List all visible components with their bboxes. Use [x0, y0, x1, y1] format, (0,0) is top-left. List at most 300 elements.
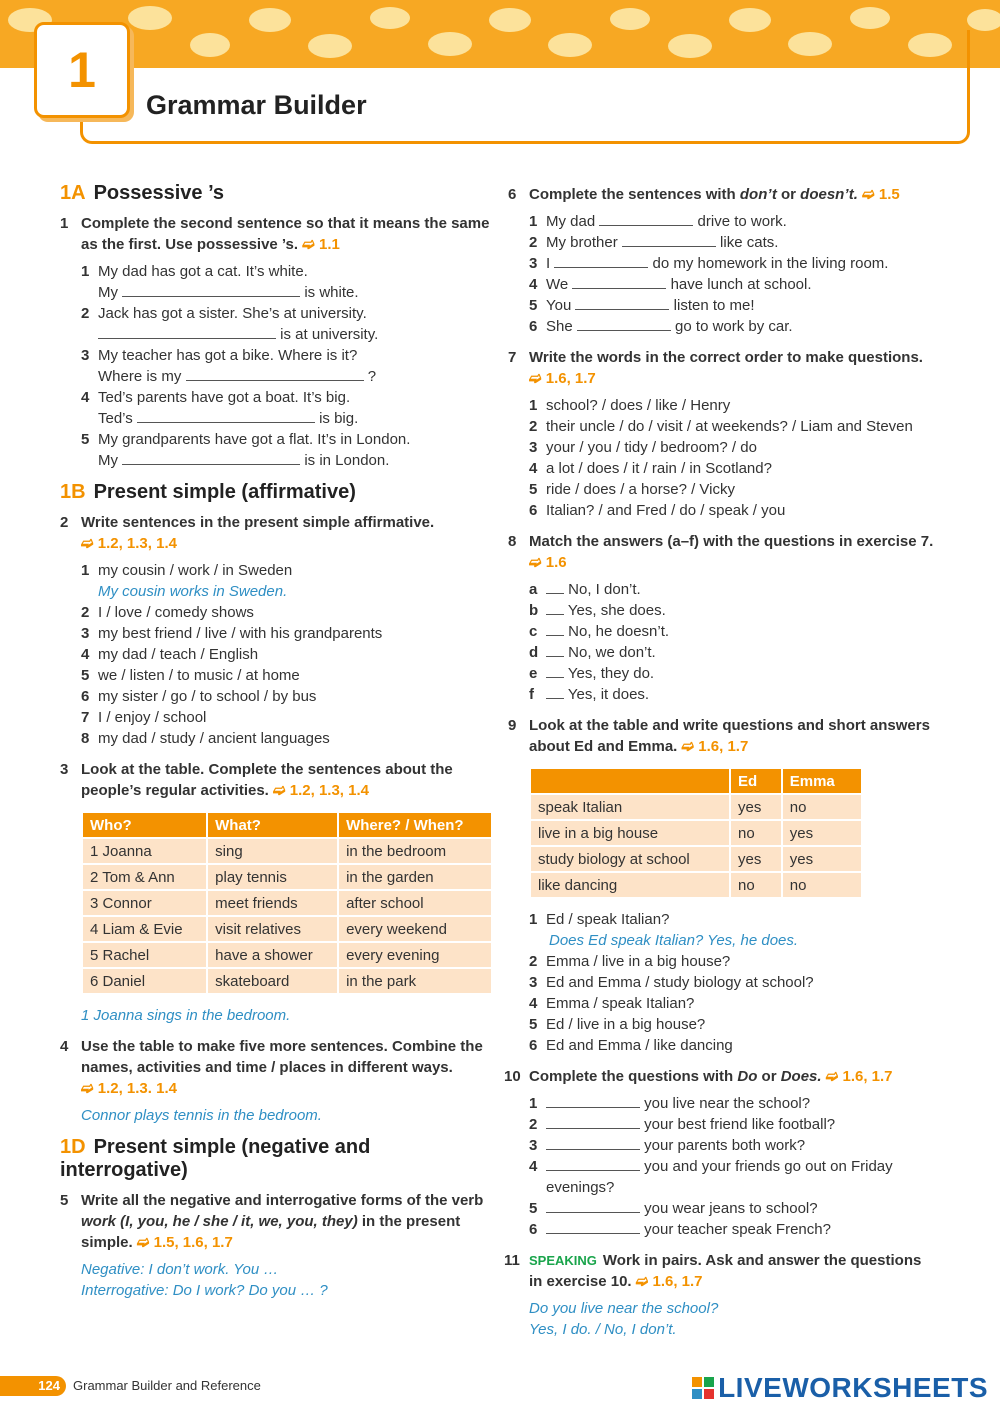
list-item: [81, 387, 492, 429]
item-number: 1: [81, 263, 90, 280]
item-text: a lot / does / it / rain / in Scotland?: [546, 460, 772, 477]
answer-blank[interactable]: [546, 1115, 640, 1129]
exercise-number: 5: [60, 1192, 69, 1209]
activities-table: [81, 811, 493, 995]
section-1D-number: 1D: [60, 1136, 86, 1158]
answer-blank[interactable]: [546, 685, 564, 699]
item-text: No, we don’t.: [568, 644, 656, 661]
column-header: What?: [207, 812, 338, 838]
item-number: 4: [81, 389, 90, 406]
column-header: Where? / When?: [338, 812, 492, 838]
table-cell: 1 Joanna: [82, 838, 207, 864]
item-suffix: like cats.: [720, 234, 779, 251]
reference-link[interactable]: ➫ 1.6, 1.7: [681, 738, 749, 755]
answer-blank[interactable]: [122, 451, 300, 465]
instruction-text: Look at the table. Complete the sentences about the people’s regular activities.: [81, 761, 453, 799]
answer-blank[interactable]: [577, 317, 671, 331]
item-prefix: Where is my: [98, 368, 182, 385]
list-item: [529, 1093, 938, 1114]
item-text: No, I don’t.: [568, 581, 641, 598]
reference-link[interactable]: ➫ 1.6, 1.7: [635, 1273, 703, 1290]
exercise-2-instruction: [60, 512, 492, 554]
list-item: [529, 437, 938, 458]
item-text: Ed and Emma / study biology at school?: [546, 974, 814, 991]
table-cell: study biology at school: [530, 846, 730, 872]
item-number: 3: [529, 255, 538, 272]
list-item: [529, 395, 938, 416]
exercise-11-example: [508, 1298, 938, 1340]
list-item: [529, 1035, 938, 1056]
item-prefix: We: [546, 276, 569, 293]
reference-link[interactable]: ➫ 1.6, 1.7: [825, 1068, 893, 1085]
item-text: school? / does / like / Henry: [546, 397, 731, 414]
reference-link[interactable]: ➫ 1.6, 1.7: [529, 370, 596, 387]
item-number: 6: [529, 318, 538, 335]
item-prefix: I: [546, 255, 551, 272]
item-suffix: is in London.: [304, 452, 390, 469]
list-item: [81, 686, 492, 707]
liveworksheets-logo[interactable]: [692, 1374, 988, 1402]
answer-blank[interactable]: [546, 1094, 640, 1108]
item-number: 4: [529, 460, 538, 477]
exercise-10-instruction: [504, 1066, 938, 1087]
column-header: Ed: [730, 768, 782, 794]
item-text: my dad / study / ancient languages: [98, 730, 330, 747]
item-letter: c: [529, 623, 538, 640]
list-item: [529, 1198, 938, 1219]
item-text: Emma / live in a big house?: [546, 953, 731, 970]
reference-link[interactable]: ➫ 1.2, 1.3, 1.4: [81, 535, 177, 552]
item-text: Yes, she does.: [567, 602, 666, 619]
list-item: [81, 560, 492, 581]
item-text: My dad has got a cat. It’s white.: [98, 263, 308, 280]
answer-blank[interactable]: [546, 664, 564, 678]
answer-blank[interactable]: [546, 1157, 640, 1171]
exercise-3-instruction: [60, 759, 492, 801]
option-word: Does.: [780, 1068, 822, 1085]
exercise-number: 2: [60, 514, 69, 531]
item-number: 3: [529, 1137, 538, 1154]
table-cell: after school: [338, 890, 492, 916]
item-number: 6: [529, 1221, 538, 1238]
unit-number: 1: [34, 22, 130, 118]
answer-blank[interactable]: [599, 212, 693, 226]
table-row: [82, 864, 492, 890]
table-cell: yes: [730, 794, 782, 820]
exercise-1-instruction: [60, 213, 492, 255]
table-cell: speak Italian: [530, 794, 730, 820]
item-suffix: your teacher speak French?: [644, 1221, 831, 1238]
list-item: [529, 579, 938, 600]
item-number: 4: [529, 1158, 538, 1175]
answer-blank[interactable]: [546, 1199, 640, 1213]
table-cell: live in a big house: [530, 820, 730, 846]
exercise-7-instruction: [508, 347, 938, 389]
item-suffix: your best friend like football?: [644, 1116, 836, 1133]
list-item: [529, 972, 938, 993]
list-item: [529, 295, 938, 316]
option-word: don’t: [739, 186, 777, 203]
exercise-number: 10: [504, 1068, 521, 1085]
table-cell: in the garden: [338, 864, 492, 890]
example-answer: Yes, I do. / No, I don’t.: [529, 1321, 677, 1338]
item-number: 2: [81, 305, 90, 322]
column-header: Emma: [782, 768, 862, 794]
item-suffix: you and your friends go out on Friday evenings?: [546, 1158, 893, 1196]
list-item: [529, 211, 938, 232]
exercise-4-example: [60, 1105, 492, 1126]
item-text: My teacher has got a bike. Where is it?: [98, 347, 358, 364]
table-row: [82, 968, 492, 994]
answer-blank[interactable]: [546, 580, 564, 594]
table-cell: meet friends: [207, 890, 338, 916]
list-item: [529, 1135, 938, 1156]
table-row: [82, 942, 492, 968]
list-item: [529, 1014, 938, 1035]
section-1A-title: Possessive ’s: [93, 182, 225, 204]
list-item: [529, 458, 938, 479]
instruction-verb: work (I, you, he / she / it, we, you, they): [81, 1213, 358, 1230]
item-number: 3: [529, 439, 538, 456]
list-item: [529, 274, 938, 295]
item-suffix: you wear jeans to school?: [644, 1200, 818, 1217]
instruction-text: Use the table to make five more sentences. Combine the names, activities and time / places in different ways.: [81, 1038, 483, 1076]
table-row: [530, 820, 862, 846]
item-text: Yes, it does.: [567, 686, 650, 703]
section-1B-number: 1B: [60, 481, 86, 503]
item-number: 3: [529, 974, 538, 991]
item-text: Yes, they do.: [567, 665, 655, 682]
list-item: [529, 642, 938, 663]
item-number: 4: [81, 646, 90, 663]
table-cell: no: [730, 872, 782, 898]
list-item: [529, 621, 938, 642]
list-item: [529, 232, 938, 253]
item-suffix: listen to me!: [673, 297, 755, 314]
list-item: [529, 1156, 938, 1198]
list-item: [81, 303, 492, 345]
item-number: 1: [529, 397, 538, 414]
table-cell: visit relatives: [207, 916, 338, 942]
item-suffix: do my homework in the living room.: [652, 255, 889, 272]
answer-blank[interactable]: [546, 643, 564, 657]
exercise-9-items: [508, 909, 938, 1056]
answer-blank[interactable]: [622, 233, 716, 247]
liveworksheets-icon: [692, 1377, 714, 1399]
item-number: 2: [529, 1116, 538, 1133]
item-text: I / enjoy / school: [98, 709, 207, 726]
ed-emma-table: [529, 767, 863, 899]
table-cell: every evening: [338, 942, 492, 968]
section-1B-heading: [60, 481, 492, 504]
table-cell: play tennis: [207, 864, 338, 890]
option-word: doesn’t.: [800, 186, 858, 203]
item-number: 5: [529, 1200, 538, 1217]
table-cell: 3 Connor: [82, 890, 207, 916]
item-text: my cousin / work / in Sweden: [98, 562, 293, 579]
item-letter: a: [529, 581, 538, 598]
item-number: 4: [529, 995, 538, 1012]
table-header-row: [82, 812, 492, 838]
item-prefix: Ted’s: [98, 410, 133, 427]
item-number: 2: [81, 604, 90, 621]
item-text: my sister / go / to school / by bus: [98, 688, 317, 705]
option-word: Do: [737, 1068, 758, 1085]
instruction-text: Match the answers (a–f) with the questions in exercise 7.: [529, 533, 934, 550]
answer-blank[interactable]: [122, 283, 300, 297]
exercise-7-items: [508, 395, 938, 521]
exercise-9-instruction: [508, 715, 938, 757]
item-text: their uncle / do / visit / at weekends? / Liam and Steven: [546, 418, 913, 435]
item-suffix: is at university.: [280, 326, 379, 343]
item-letter: d: [529, 644, 539, 661]
exercise-number: 3: [60, 761, 69, 778]
answer-blank[interactable]: [546, 1136, 640, 1150]
item-text: Emma / speak Italian?: [546, 995, 695, 1012]
item-text: Ed and Emma / like dancing: [546, 1037, 733, 1054]
answer-blank[interactable]: [575, 296, 669, 310]
list-item: [81, 707, 492, 728]
item-suffix: your parents both work?: [644, 1137, 806, 1154]
table-cell: have a shower: [207, 942, 338, 968]
list-item: [529, 600, 938, 621]
table-row: [530, 846, 862, 872]
exercise-11-instruction: [504, 1250, 938, 1292]
example-answer: Negative: I don’t work. You …: [81, 1261, 279, 1278]
item-number: 2: [529, 418, 538, 435]
exercise-8-items: [508, 579, 938, 705]
exercise-number: 7: [508, 349, 517, 366]
list-item: [81, 623, 492, 644]
item-text: Ed / speak Italian?: [546, 911, 670, 928]
item-number: 5: [529, 1016, 538, 1033]
exercise-10-items: [508, 1093, 938, 1240]
item-text: No, he doesn’t.: [568, 623, 670, 640]
item-letter: f: [529, 686, 534, 703]
exercise-4-instruction: [60, 1036, 492, 1099]
item-prefix: My: [98, 284, 118, 301]
header-frame: [80, 30, 970, 144]
page-footer: [0, 1372, 1000, 1403]
section-1A-heading: [60, 182, 492, 205]
item-number: 3: [81, 347, 90, 364]
instruction-text: Complete the questions with: [529, 1068, 734, 1085]
section-1D-heading: [60, 1136, 492, 1182]
table-cell: every weekend: [338, 916, 492, 942]
exercise-number: 4: [60, 1038, 69, 1055]
list-item: [529, 684, 938, 705]
exercise-3-example: [60, 1005, 492, 1026]
example-answer: 1 Joanna sings in the bedroom.: [81, 1007, 291, 1024]
exercise-2-items: [60, 560, 492, 749]
footer-title: Grammar Builder and Reference: [73, 1378, 261, 1393]
exercise-6-instruction: [508, 184, 938, 205]
instruction-text: Work in pairs. Ask and answer the questions in exercise 10.: [529, 1252, 922, 1290]
section-1A-number: 1A: [60, 182, 86, 204]
item-text: my dad / teach / English: [98, 646, 259, 663]
item-letter: b: [529, 602, 539, 619]
item-text: we / listen / to music / at home: [98, 667, 300, 684]
table-cell: 2 Tom & Ann: [82, 864, 207, 890]
answer-blank[interactable]: [572, 275, 666, 289]
list-item: [529, 500, 938, 521]
example-answer: My cousin works in Sweden.: [98, 583, 288, 600]
list-item: [529, 951, 938, 972]
item-text: your / you / tidy / bedroom? / do: [546, 439, 757, 456]
list-item: [529, 909, 938, 930]
answer-blank[interactable]: [554, 254, 648, 268]
list-item: [81, 728, 492, 749]
page-number: 124: [0, 1376, 66, 1396]
list-item: [529, 316, 938, 337]
table-cell: no: [782, 872, 862, 898]
table-cell: yes: [782, 846, 862, 872]
item-text: My grandparents have got a flat. It’s in London.: [98, 431, 411, 448]
brand-text: LIVEWORKSHEETS: [718, 1372, 988, 1403]
answer-blank[interactable]: [546, 1220, 640, 1234]
exercise-number: 9: [508, 717, 517, 734]
item-suffix: is big.: [319, 410, 359, 427]
table-row: [82, 916, 492, 942]
list-item: [81, 665, 492, 686]
example-answer: Do you live near the school?: [529, 1300, 719, 1317]
item-number: 1: [529, 911, 538, 928]
item-number: 6: [81, 688, 90, 705]
page-title: Grammar Builder: [146, 90, 367, 120]
table-row: [530, 872, 862, 898]
reference-link[interactable]: ➫ 1.5: [862, 186, 900, 203]
right-column: [504, 180, 938, 1350]
table-row: [82, 890, 492, 916]
table-row: [530, 794, 862, 820]
speaking-label: SPEAKING: [529, 1253, 597, 1268]
section-1D-title: Present simple (negative and interrogative): [60, 1136, 371, 1181]
table-cell: 6 Daniel: [82, 968, 207, 994]
item-prefix: She: [546, 318, 573, 335]
table-cell: 4 Liam & Evie: [82, 916, 207, 942]
item-text: Jack has got a sister. She’s at university.: [98, 305, 367, 322]
instruction-text: Write all the negative and interrogative forms of the verb: [81, 1192, 484, 1209]
list-item: [529, 253, 938, 274]
instruction-or: or: [780, 186, 796, 203]
item-number: 5: [81, 431, 90, 448]
table-cell: sing: [207, 838, 338, 864]
item-suffix: go to work by car.: [675, 318, 793, 335]
item-text: Ted’s parents have got a boat. It’s big.: [98, 389, 351, 406]
item-text: I / love / comedy shows: [98, 604, 254, 621]
item-number: 5: [529, 297, 538, 314]
reference-link[interactable]: ➫ 1.2, 1.3, 1.4: [273, 782, 369, 799]
column-header: [530, 768, 730, 794]
answer-blank[interactable]: [98, 325, 276, 339]
answer-blank[interactable]: [186, 367, 364, 381]
example-answer: Does Ed speak Italian? Yes, he does.: [549, 932, 799, 949]
table-cell: no: [730, 820, 782, 846]
instruction-text-end: in the present simple.: [81, 1213, 461, 1251]
list-item: [529, 1114, 938, 1135]
item-number: 1: [529, 1095, 538, 1112]
table-cell: in the bedroom: [338, 838, 492, 864]
left-column: [60, 180, 492, 1311]
item-suffix: is white.: [304, 284, 359, 301]
instruction-text: Write sentences in the present simple affirmative.: [81, 514, 435, 531]
item-number: 4: [529, 276, 538, 293]
item-number: 2: [529, 234, 538, 251]
answer-blank[interactable]: [546, 622, 564, 636]
item-number: 5: [81, 667, 90, 684]
table-cell: yes: [730, 846, 782, 872]
list-item: [81, 345, 492, 387]
exercise-number: 11: [504, 1252, 520, 1269]
table-header-row: [530, 768, 862, 794]
item-text: my best friend / live / with his grandparents: [98, 625, 383, 642]
table-row: [82, 838, 492, 864]
column-header: Who?: [82, 812, 207, 838]
instruction-or: or: [761, 1068, 777, 1085]
table-cell: yes: [782, 820, 862, 846]
list-item: [81, 602, 492, 623]
table-cell: like dancing: [530, 872, 730, 898]
item-number: 7: [81, 709, 90, 726]
reference-link[interactable]: ➫ 1.6: [529, 554, 567, 571]
item-number: 5: [529, 481, 538, 498]
table-cell: no: [782, 794, 862, 820]
exercise-5-example: [60, 1259, 492, 1301]
item-suffix: you live near the school?: [644, 1095, 811, 1112]
item-letter: e: [529, 665, 538, 682]
list-item: [529, 663, 938, 684]
item-number: 2: [529, 953, 538, 970]
item-prefix: My dad: [546, 213, 596, 230]
reference-link[interactable]: ➫ 1.5, 1.6, 1.7: [136, 1234, 233, 1251]
item-suffix: drive to work.: [697, 213, 787, 230]
item-number: 8: [81, 730, 90, 747]
reference-link[interactable]: ➫ 1.1: [302, 236, 340, 253]
item-number: 3: [81, 625, 90, 642]
item-prefix: You: [546, 297, 572, 314]
item-suffix: have lunch at school.: [670, 276, 812, 293]
instruction-text: Write the words in the correct order to make questions.: [529, 349, 923, 366]
list-item: [81, 644, 492, 665]
exercise-6-items: [508, 211, 938, 337]
list-item: [81, 429, 492, 471]
exercise-number: 6: [508, 186, 517, 203]
list-item: [529, 416, 938, 437]
list-item: [529, 1219, 938, 1240]
answer-blank[interactable]: [137, 409, 315, 423]
item-text: Italian? / and Fred / do / speak / you: [546, 502, 786, 519]
exercise-5-instruction: [60, 1190, 492, 1253]
exercise-1-items: [60, 261, 492, 471]
list-item: [529, 993, 938, 1014]
reference-link[interactable]: ➫ 1.2, 1.3. 1.4: [81, 1080, 177, 1097]
example-answer: Interrogative: Do I work? Do you … ?: [81, 1282, 328, 1299]
item-number: 1: [81, 562, 90, 579]
table-cell: 5 Rachel: [82, 942, 207, 968]
item-suffix: ?: [367, 368, 377, 385]
answer-blank[interactable]: [546, 601, 564, 615]
exercise-number: 1: [60, 215, 69, 232]
exercise-8-instruction: [508, 531, 938, 573]
item-prefix: My: [98, 452, 118, 469]
instruction-text: Look at the table and write questions and short answers about Ed and Emma.: [529, 717, 930, 755]
item-number: 6: [529, 1037, 538, 1054]
item-number: 6: [529, 502, 538, 519]
item-number: 1: [529, 213, 538, 230]
item-prefix: My brother: [546, 234, 618, 251]
instruction-text: Complete the sentences with: [529, 186, 736, 203]
list-item: [529, 479, 938, 500]
